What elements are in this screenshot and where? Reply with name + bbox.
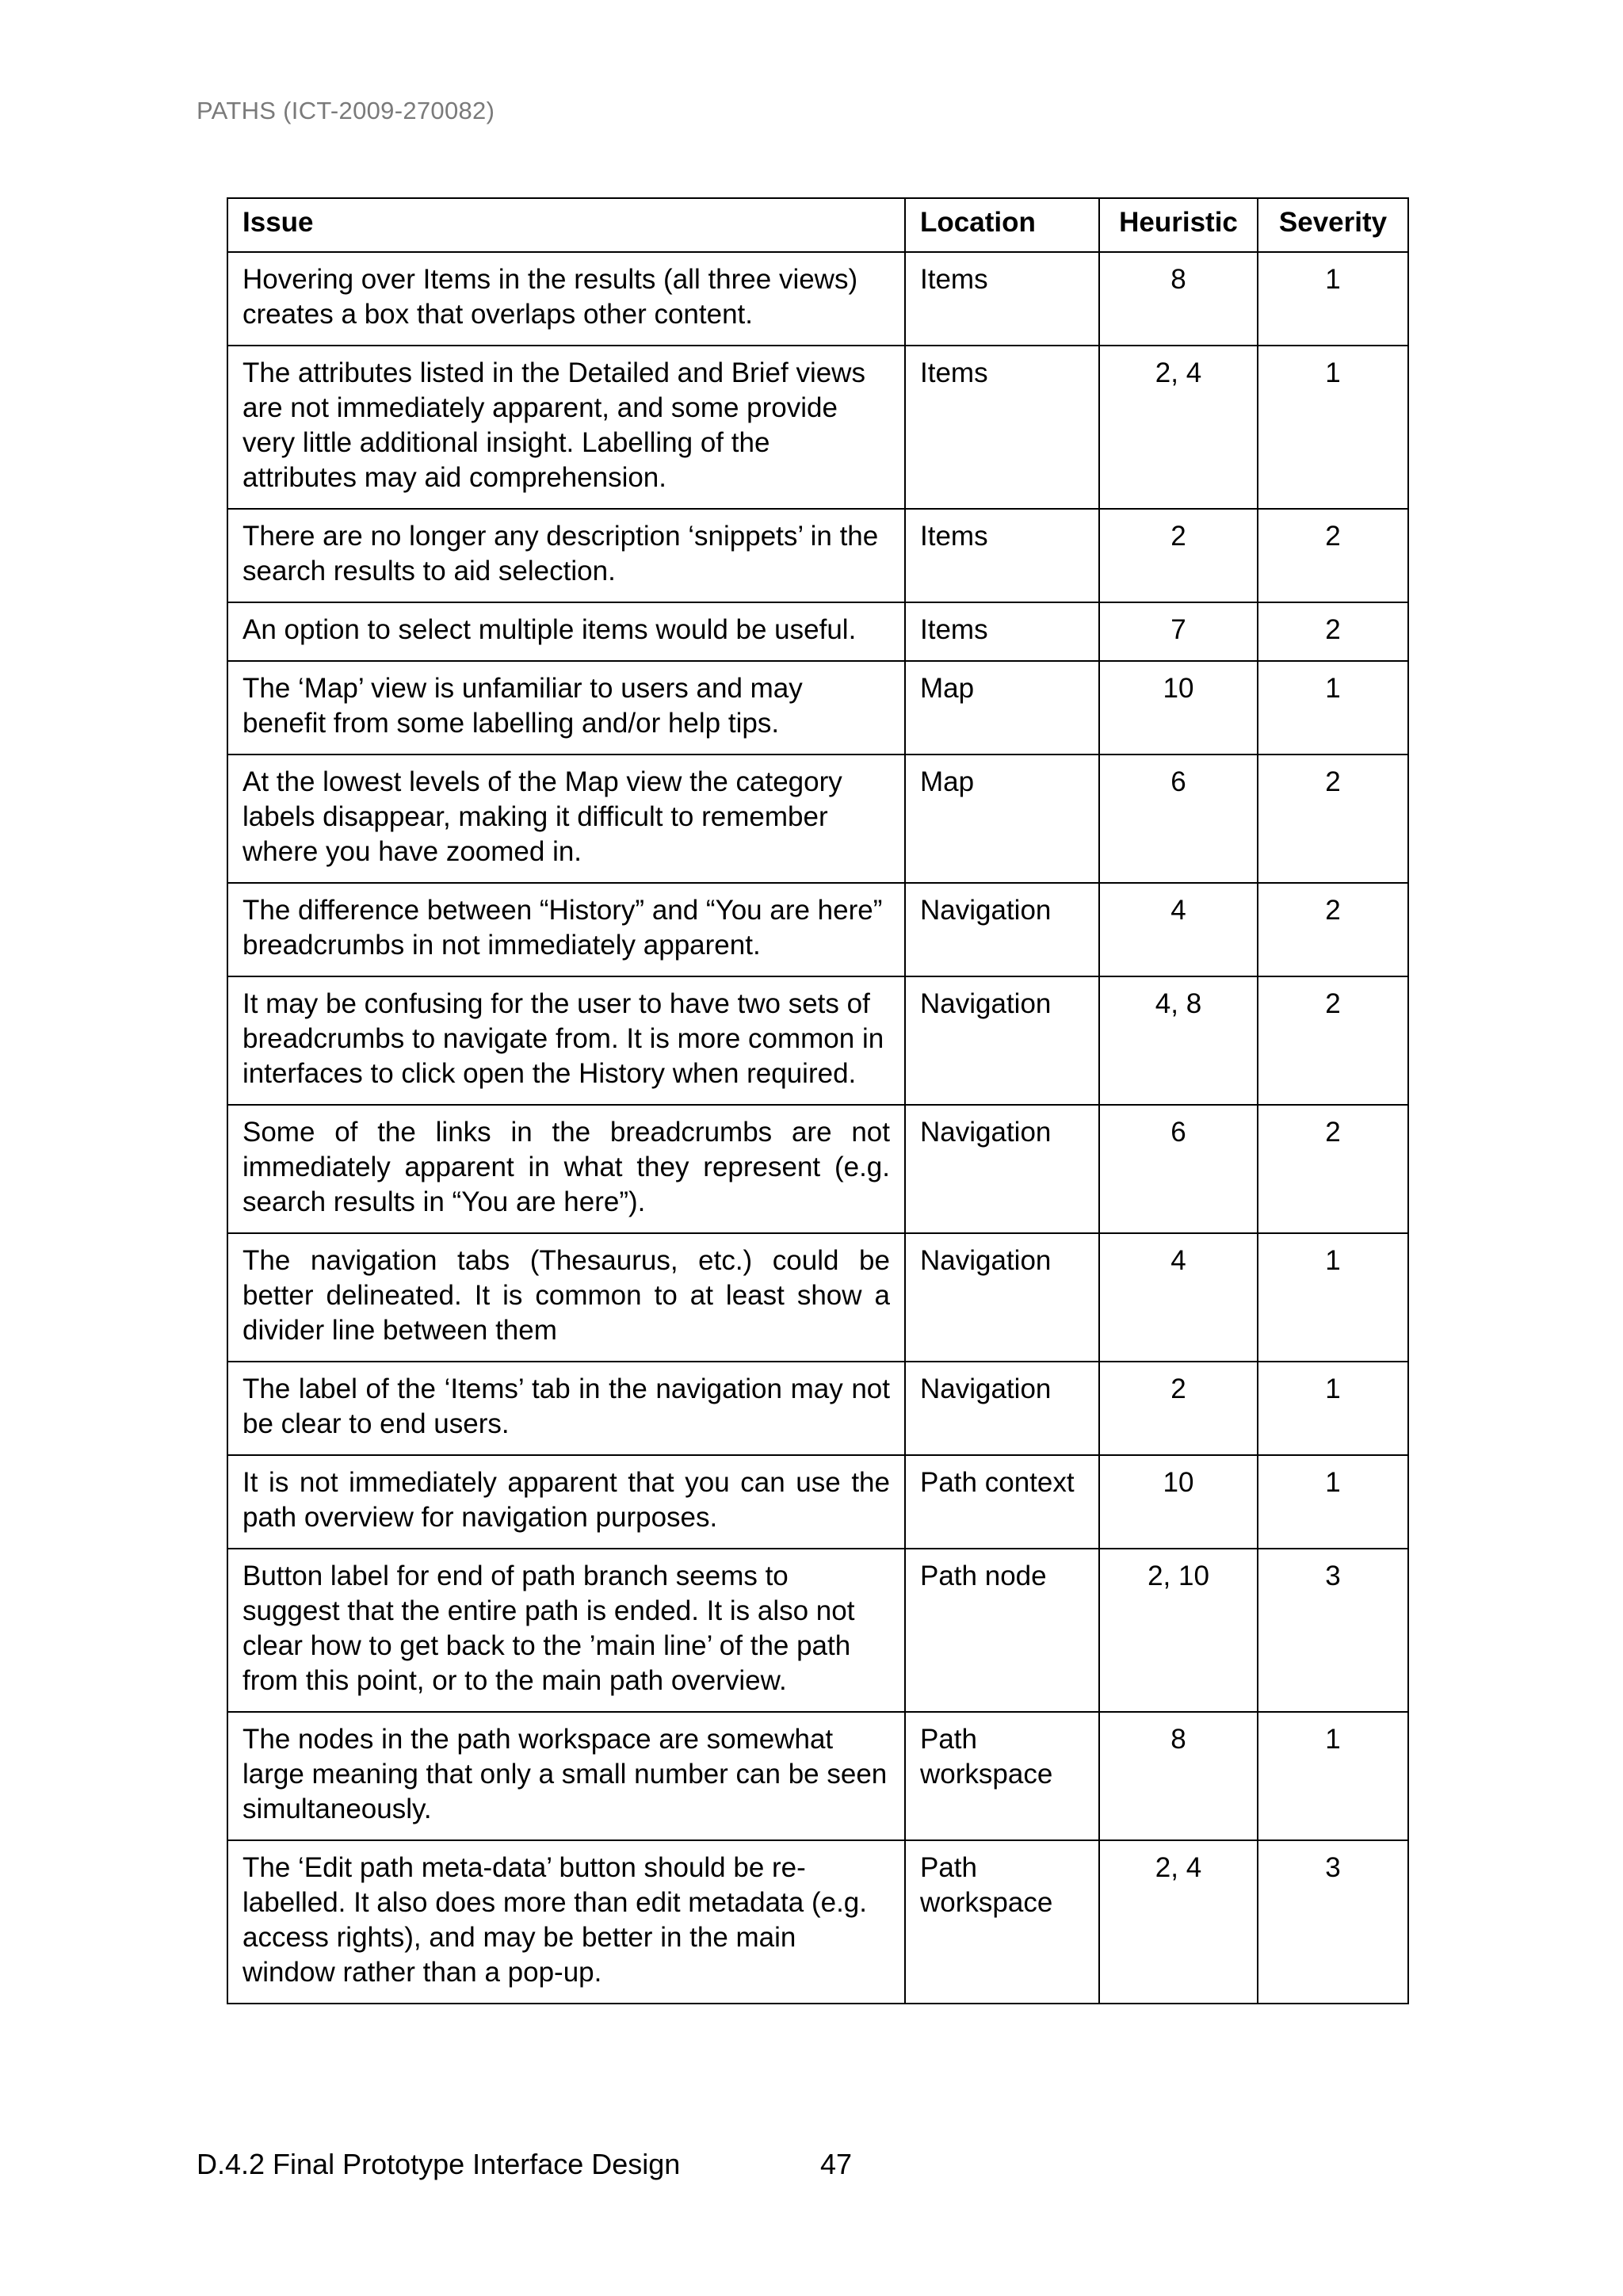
heuristic-cell: 4	[1099, 883, 1258, 976]
severity-cell: 2	[1258, 755, 1408, 883]
heuristic-cell: 2	[1099, 509, 1258, 602]
table-row	[227, 755, 1408, 883]
table-header-row	[227, 198, 1408, 252]
issue-cell: An option to select multiple items would be useful.	[227, 602, 905, 661]
heuristic-cell: 6	[1099, 755, 1258, 883]
table-row	[227, 346, 1408, 509]
heuristic-cell: 4, 8	[1099, 976, 1258, 1105]
table-row	[227, 1455, 1408, 1549]
table-row	[227, 1233, 1408, 1362]
severity-cell: 2	[1258, 509, 1408, 602]
issue-cell: Hovering over Items in the results (all three views) creates a box that overlaps other content.	[227, 252, 905, 346]
table-row	[227, 602, 1408, 661]
severity-cell: 3	[1258, 1840, 1408, 2004]
location-cell: Path workspace	[905, 1712, 1099, 1840]
column-header-issue: Issue	[227, 198, 905, 252]
severity-cell: 1	[1258, 346, 1408, 509]
severity-cell: 3	[1258, 1549, 1408, 1712]
location-cell: Navigation	[905, 1233, 1099, 1362]
heuristic-issues-table	[227, 197, 1409, 2004]
severity-cell: 2	[1258, 1105, 1408, 1233]
location-cell: Path context	[905, 1455, 1099, 1549]
issue-cell: Button label for end of path branch seems to suggest that the entire path is ended. It is also not clear how to get back to the ’main line’ of the path from this point, or to the main path overview.	[227, 1549, 905, 1712]
table-row	[227, 661, 1408, 755]
heuristic-cell: 8	[1099, 252, 1258, 346]
location-cell: Items	[905, 346, 1099, 509]
location-cell: Map	[905, 755, 1099, 883]
location-cell: Navigation	[905, 976, 1099, 1105]
heuristic-cell: 8	[1099, 1712, 1258, 1840]
table-row	[227, 252, 1408, 346]
heuristic-cell: 10	[1099, 1455, 1258, 1549]
table-row	[227, 1712, 1408, 1840]
location-cell: Items	[905, 509, 1099, 602]
issue-cell: The nodes in the path workspace are somewhat large meaning that only a small number can be seen simultaneously.	[227, 1712, 905, 1840]
location-cell: Items	[905, 252, 1099, 346]
heuristic-cell: 2	[1099, 1362, 1258, 1455]
issue-cell: Some of the links in the breadcrumbs are not immediately apparent in what they represent (e.g. search results in “You are here”).	[227, 1105, 905, 1233]
location-cell: Path node	[905, 1549, 1099, 1712]
severity-cell: 1	[1258, 1362, 1408, 1455]
footer-page-number: 47	[820, 2148, 853, 2180]
issue-cell: It is not immediately apparent that you can use the path overview for navigation purposes.	[227, 1455, 905, 1549]
table-row	[227, 1840, 1408, 2004]
severity-cell: 2	[1258, 883, 1408, 976]
column-header-heuristic: Heuristic	[1099, 198, 1258, 252]
issue-cell: At the lowest levels of the Map view the category labels disappear, making it difficult to remember where you have zoomed in.	[227, 755, 905, 883]
heuristic-cell: 4	[1099, 1233, 1258, 1362]
table-row	[227, 509, 1408, 602]
severity-cell: 1	[1258, 1455, 1408, 1549]
issue-cell: The difference between “History” and “You are here” breadcrumbs in not immediately apparent.	[227, 883, 905, 976]
heuristic-cell: 10	[1099, 661, 1258, 755]
severity-cell: 1	[1258, 252, 1408, 346]
severity-cell: 1	[1258, 661, 1408, 755]
issue-cell: It may be confusing for the user to have two sets of breadcrumbs to navigate from. It is more common in interfaces to click open the History when required.	[227, 976, 905, 1105]
issue-cell: The ‘Edit path meta-data’ button should be re-labelled. It also does more than edit metadata (e.g. access rights), and may be better in the main window rather than a pop-up.	[227, 1840, 905, 2004]
column-header-location: Location	[905, 198, 1099, 252]
heuristic-cell: 2, 10	[1099, 1549, 1258, 1712]
location-cell: Path workspace	[905, 1840, 1099, 2004]
issue-cell: The label of the ‘Items’ tab in the navigation may not be clear to end users.	[227, 1362, 905, 1455]
page-header: PATHS (ICT-2009-270082)	[197, 97, 495, 124]
severity-cell: 1	[1258, 1233, 1408, 1362]
location-cell: Navigation	[905, 1105, 1099, 1233]
issue-cell: The ‘Map’ view is unfamiliar to users and may benefit from some labelling and/or help tips.	[227, 661, 905, 755]
issue-cell: The navigation tabs (Thesaurus, etc.) could be better delineated. It is common to at least show a divider line between them	[227, 1233, 905, 1362]
severity-cell: 1	[1258, 1712, 1408, 1840]
severity-cell: 2	[1258, 976, 1408, 1105]
location-cell: Navigation	[905, 883, 1099, 976]
heuristic-cell: 7	[1099, 602, 1258, 661]
location-cell: Items	[905, 602, 1099, 661]
heuristic-cell: 2, 4	[1099, 1840, 1258, 2004]
column-header-severity: Severity	[1258, 198, 1408, 252]
table-row	[227, 1549, 1408, 1712]
location-cell: Navigation	[905, 1362, 1099, 1455]
heuristic-cell: 6	[1099, 1105, 1258, 1233]
table-row	[227, 1105, 1408, 1233]
severity-cell: 2	[1258, 602, 1408, 661]
table-row	[227, 883, 1408, 976]
heuristic-cell: 2, 4	[1099, 346, 1258, 509]
table-row	[227, 976, 1408, 1105]
table-row	[227, 1362, 1408, 1455]
location-cell: Map	[905, 661, 1099, 755]
issue-cell: There are no longer any description ‘snippets’ in the search results to aid selection.	[227, 509, 905, 602]
footer-document-title: D.4.2 Final Prototype Interface Design	[197, 2148, 681, 2180]
issue-cell: The attributes listed in the Detailed and Brief views are not immediately apparent, and some provide very little additional insight. Labelling of the attributes may aid comprehension.	[227, 346, 905, 509]
